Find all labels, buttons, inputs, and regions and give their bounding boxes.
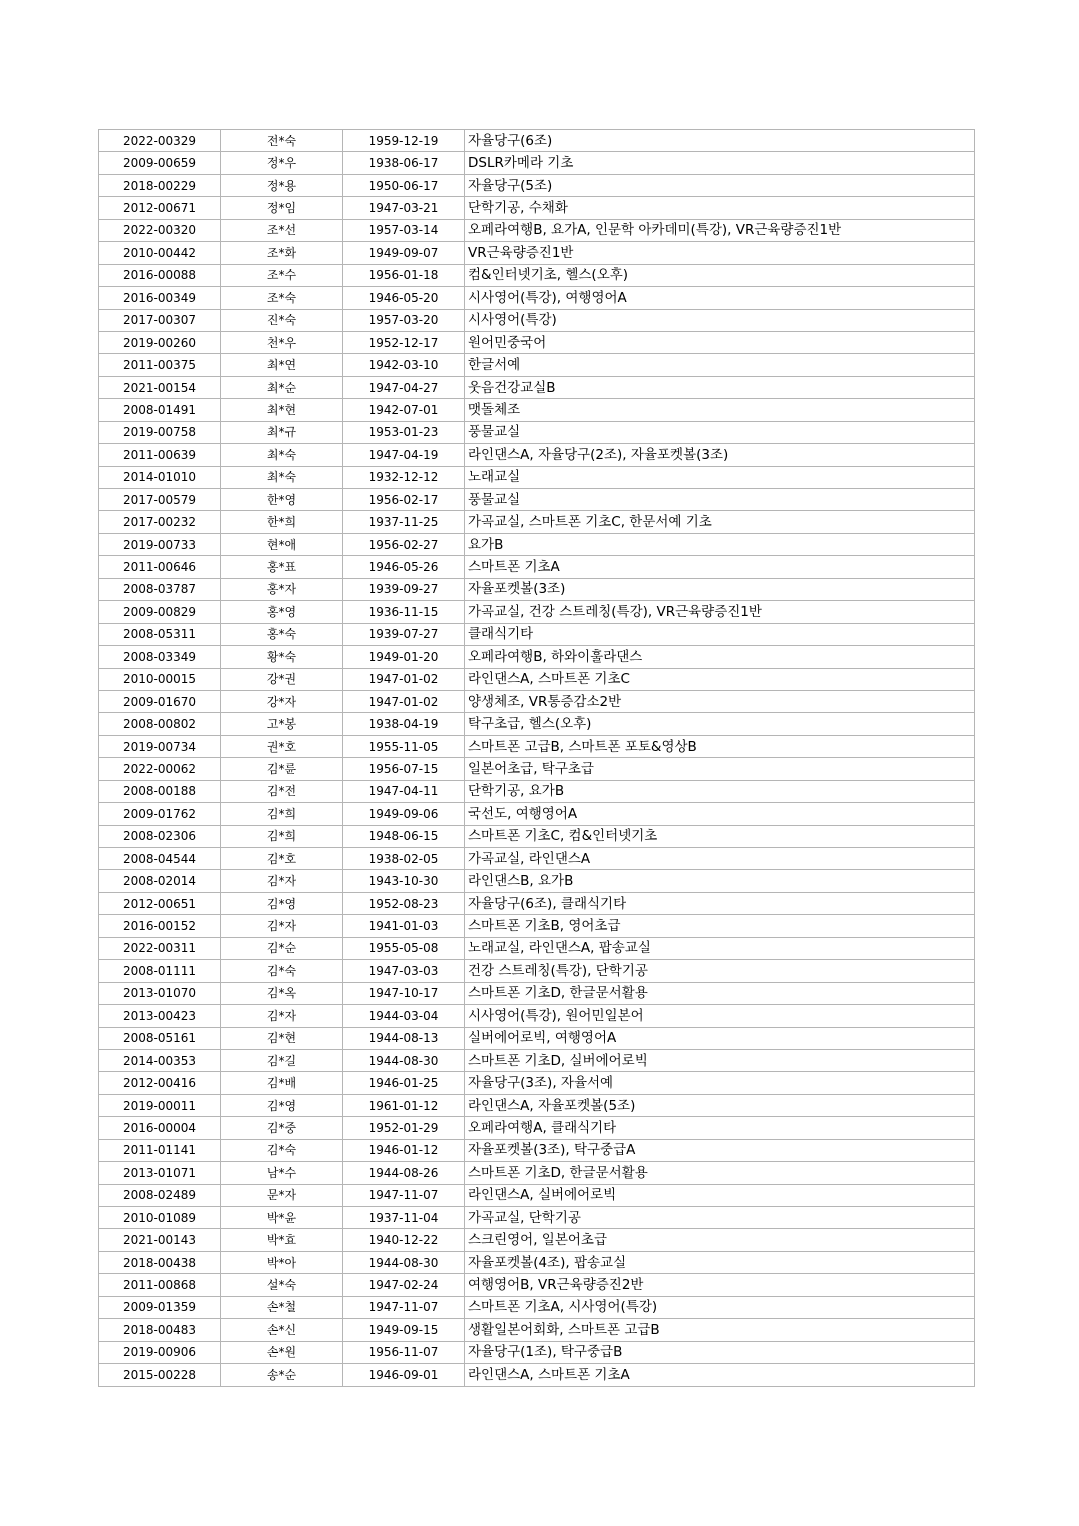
table-row <box>99 1251 975 1273</box>
table-row <box>99 1027 975 1049</box>
table-row <box>99 915 975 937</box>
member-name-cell: 조*선 <box>221 219 343 241</box>
member-id-cell: 2021-00143 <box>99 1229 221 1251</box>
member-name-cell: 권*호 <box>221 735 343 757</box>
member-id-cell: 2008-02489 <box>99 1184 221 1206</box>
member-name-cell: 최*숙 <box>221 466 343 488</box>
table-row <box>99 892 975 914</box>
member-id-cell: 2008-00802 <box>99 713 221 735</box>
birth-date-cell: 1946-09-01 <box>343 1364 465 1386</box>
table-row <box>99 825 975 847</box>
birth-date-cell: 1947-04-19 <box>343 444 465 466</box>
table-row <box>99 623 975 645</box>
birth-date-cell: 1944-08-30 <box>343 1049 465 1071</box>
table-row <box>99 1319 975 1341</box>
birth-date-cell: 1955-11-05 <box>343 735 465 757</box>
table-row <box>99 197 975 219</box>
member-name-cell: 김*숙 <box>221 960 343 982</box>
table-row <box>99 1049 975 1071</box>
birth-date-cell: 1939-09-27 <box>343 578 465 600</box>
member-id-cell: 2012-00416 <box>99 1072 221 1094</box>
birth-date-cell: 1956-02-17 <box>343 489 465 511</box>
member-id-cell: 2022-00311 <box>99 937 221 959</box>
courses-cell: 스마트폰 기초C, 컴&인터넷기초 <box>465 825 975 847</box>
table-row <box>99 960 975 982</box>
table-row <box>99 489 975 511</box>
member-name-cell: 한*영 <box>221 489 343 511</box>
courses-cell: 자율포켓볼(3조) <box>465 578 975 600</box>
courses-cell: 스마트폰 기초D, 실버에어로빅 <box>465 1049 975 1071</box>
member-id-cell: 2021-00154 <box>99 376 221 398</box>
courses-cell: 단학기공, 요가B <box>465 780 975 802</box>
member-name-cell: 홍*숙 <box>221 623 343 645</box>
courses-cell: 자율포켓볼(4조), 팝송교실 <box>465 1251 975 1273</box>
member-id-cell: 2011-00639 <box>99 444 221 466</box>
table-row <box>99 421 975 443</box>
birth-date-cell: 1944-08-13 <box>343 1027 465 1049</box>
courses-cell: 탁구초급, 헬스(오후) <box>465 713 975 735</box>
courses-cell: 라인댄스A, 자율포켓볼(5조) <box>465 1094 975 1116</box>
member-id-cell: 2008-01491 <box>99 399 221 421</box>
courses-cell: 양생체조, VR통증감소2반 <box>465 690 975 712</box>
member-name-cell: 김*희 <box>221 825 343 847</box>
birth-date-cell: 1947-04-27 <box>343 376 465 398</box>
birth-date-cell: 1955-05-08 <box>343 937 465 959</box>
member-name-cell: 최*규 <box>221 421 343 443</box>
member-id-cell: 2008-05311 <box>99 623 221 645</box>
birth-date-cell: 1956-01-18 <box>343 264 465 286</box>
member-name-cell: 박*효 <box>221 1229 343 1251</box>
member-id-cell: 2012-00651 <box>99 892 221 914</box>
courses-cell: 오페라여행B, 요가A, 인문학 아카데미(특강), VR근육량증진1반 <box>465 219 975 241</box>
courses-cell: 클래식기타 <box>465 623 975 645</box>
birth-date-cell: 1956-02-27 <box>343 533 465 555</box>
table-row <box>99 556 975 578</box>
member-id-cell: 2016-00004 <box>99 1117 221 1139</box>
birth-date-cell: 1947-11-07 <box>343 1296 465 1318</box>
table-row <box>99 690 975 712</box>
member-id-cell: 2008-03349 <box>99 646 221 668</box>
table-row <box>99 713 975 735</box>
courses-cell: 자율포켓볼(3조), 탁구중급A <box>465 1139 975 1161</box>
member-name-cell: 진*숙 <box>221 309 343 331</box>
courses-cell: 오페라여행A, 클래식기타 <box>465 1117 975 1139</box>
member-name-cell: 박*아 <box>221 1251 343 1273</box>
courses-cell: 국선도, 여행영어A <box>465 803 975 825</box>
member-name-cell: 현*애 <box>221 533 343 555</box>
member-id-cell: 2009-01762 <box>99 803 221 825</box>
member-name-cell: 정*임 <box>221 197 343 219</box>
table-row <box>99 444 975 466</box>
member-id-cell: 2009-01359 <box>99 1296 221 1318</box>
table-row <box>99 1005 975 1027</box>
member-id-cell: 2019-00734 <box>99 735 221 757</box>
member-id-cell: 2019-00733 <box>99 533 221 555</box>
member-name-cell: 손*신 <box>221 1319 343 1341</box>
table-row <box>99 174 975 196</box>
birth-date-cell: 1947-01-02 <box>343 690 465 712</box>
member-name-cell: 김*길 <box>221 1049 343 1071</box>
courses-cell: 일본어초급, 탁구초급 <box>465 758 975 780</box>
birth-date-cell: 1944-08-26 <box>343 1162 465 1184</box>
courses-cell: 가곡교실, 건강 스트레칭(특강), VR근육량증진1반 <box>465 601 975 623</box>
member-id-cell: 2022-00320 <box>99 219 221 241</box>
table-row <box>99 668 975 690</box>
birth-date-cell: 1947-01-02 <box>343 668 465 690</box>
member-name-cell: 황*숙 <box>221 646 343 668</box>
table-row <box>99 1117 975 1139</box>
member-name-cell: 홍*영 <box>221 601 343 623</box>
member-name-cell: 김*호 <box>221 848 343 870</box>
courses-cell: 생활일본어회화, 스마트폰 고급B <box>465 1319 975 1341</box>
courses-cell: 라인댄스A, 스마트폰 기초A <box>465 1364 975 1386</box>
courses-cell: 자율당구(5조) <box>465 174 975 196</box>
member-name-cell: 남*수 <box>221 1162 343 1184</box>
table-row <box>99 758 975 780</box>
member-id-cell: 2019-00906 <box>99 1341 221 1363</box>
member-name-cell: 전*숙 <box>221 130 343 152</box>
member-id-cell: 2013-00423 <box>99 1005 221 1027</box>
member-id-cell: 2017-00579 <box>99 489 221 511</box>
member-name-cell: 김*영 <box>221 892 343 914</box>
birth-date-cell: 1947-11-07 <box>343 1184 465 1206</box>
birth-date-cell: 1946-01-12 <box>343 1139 465 1161</box>
table-row <box>99 578 975 600</box>
member-name-cell: 문*자 <box>221 1184 343 1206</box>
birth-date-cell: 1940-12-22 <box>343 1229 465 1251</box>
birth-date-cell: 1947-03-21 <box>343 197 465 219</box>
courses-cell: 여행영어B, VR근육량증진2반 <box>465 1274 975 1296</box>
birth-date-cell: 1952-08-23 <box>343 892 465 914</box>
courses-cell: 가곡교실, 단학기공 <box>465 1207 975 1229</box>
member-name-cell: 최*현 <box>221 399 343 421</box>
table-row <box>99 376 975 398</box>
table-row <box>99 735 975 757</box>
courses-cell: 라인댄스B, 요가B <box>465 870 975 892</box>
courses-cell: 스마트폰 기초A <box>465 556 975 578</box>
courses-cell: 건강 스트레칭(특강), 단학기공 <box>465 960 975 982</box>
member-name-cell: 최*순 <box>221 376 343 398</box>
courses-cell: 단학기공, 수채화 <box>465 197 975 219</box>
member-name-cell: 김*희 <box>221 803 343 825</box>
table-row <box>99 1207 975 1229</box>
birth-date-cell: 1952-12-17 <box>343 331 465 353</box>
member-name-cell: 조*화 <box>221 242 343 264</box>
birth-date-cell: 1961-01-12 <box>343 1094 465 1116</box>
table-row <box>99 399 975 421</box>
birth-date-cell: 1938-04-19 <box>343 713 465 735</box>
member-name-cell: 설*숙 <box>221 1274 343 1296</box>
birth-date-cell: 1956-07-15 <box>343 758 465 780</box>
birth-date-cell: 1942-07-01 <box>343 399 465 421</box>
member-name-cell: 김*옥 <box>221 982 343 1004</box>
courses-cell: 자율당구(1조), 탁구중급B <box>465 1341 975 1363</box>
member-id-cell: 2019-00260 <box>99 331 221 353</box>
member-id-cell: 2016-00349 <box>99 287 221 309</box>
member-id-cell: 2022-00062 <box>99 758 221 780</box>
member-name-cell: 손*원 <box>221 1341 343 1363</box>
birth-date-cell: 1956-11-07 <box>343 1341 465 1363</box>
member-id-cell: 2008-05161 <box>99 1027 221 1049</box>
birth-date-cell: 1937-11-25 <box>343 511 465 533</box>
birth-date-cell: 1943-10-30 <box>343 870 465 892</box>
courses-cell: 풍물교실 <box>465 489 975 511</box>
member-name-cell: 김*자 <box>221 1005 343 1027</box>
birth-date-cell: 1938-02-05 <box>343 848 465 870</box>
courses-cell: 오페라여행B, 하와이훌라댄스 <box>465 646 975 668</box>
courses-cell: VR근육량증진1반 <box>465 242 975 264</box>
member-id-cell: 2018-00483 <box>99 1319 221 1341</box>
member-name-cell: 김*전 <box>221 780 343 802</box>
birth-date-cell: 1947-02-24 <box>343 1274 465 1296</box>
member-course-table <box>98 129 975 1387</box>
member-id-cell: 2010-00442 <box>99 242 221 264</box>
table-row <box>99 1364 975 1386</box>
birth-date-cell: 1948-06-15 <box>343 825 465 847</box>
birth-date-cell: 1949-01-20 <box>343 646 465 668</box>
birth-date-cell: 1947-03-03 <box>343 960 465 982</box>
member-name-cell: 김*영 <box>221 1094 343 1116</box>
courses-cell: 라인댄스A, 스마트폰 기초C <box>465 668 975 690</box>
member-id-cell: 2011-00868 <box>99 1274 221 1296</box>
courses-cell: 스마트폰 기초D, 한글문서활용 <box>465 982 975 1004</box>
courses-cell: 시사영어(특강), 원어민일본어 <box>465 1005 975 1027</box>
birth-date-cell: 1944-08-30 <box>343 1251 465 1273</box>
courses-cell: 시사영어(특강) <box>465 309 975 331</box>
table-row <box>99 601 975 623</box>
member-id-cell: 2010-01089 <box>99 1207 221 1229</box>
table-row <box>99 982 975 1004</box>
member-name-cell: 고*봉 <box>221 713 343 735</box>
member-name-cell: 김*배 <box>221 1072 343 1094</box>
member-id-cell: 2019-00011 <box>99 1094 221 1116</box>
member-id-cell: 2017-00307 <box>99 309 221 331</box>
member-id-cell: 2012-00671 <box>99 197 221 219</box>
table-row <box>99 533 975 555</box>
table-row <box>99 1229 975 1251</box>
member-id-cell: 2009-00659 <box>99 152 221 174</box>
table-body <box>99 130 975 1387</box>
table-row <box>99 803 975 825</box>
birth-date-cell: 1937-11-04 <box>343 1207 465 1229</box>
birth-date-cell: 1949-09-15 <box>343 1319 465 1341</box>
table-row <box>99 1139 975 1161</box>
table-row <box>99 309 975 331</box>
birth-date-cell: 1941-01-03 <box>343 915 465 937</box>
member-name-cell: 정*용 <box>221 174 343 196</box>
member-id-cell: 2011-00646 <box>99 556 221 578</box>
table-row <box>99 1094 975 1116</box>
table-row <box>99 264 975 286</box>
birth-date-cell: 1938-06-17 <box>343 152 465 174</box>
courses-cell: 풍물교실 <box>465 421 975 443</box>
member-name-cell: 강*권 <box>221 668 343 690</box>
member-name-cell: 김*륜 <box>221 758 343 780</box>
courses-cell: 자율당구(3조), 자율서예 <box>465 1072 975 1094</box>
table-row <box>99 152 975 174</box>
birth-date-cell: 1947-10-17 <box>343 982 465 1004</box>
courses-cell: 라인댄스A, 자율당구(2조), 자율포켓볼(3조) <box>465 444 975 466</box>
member-name-cell: 김*순 <box>221 937 343 959</box>
member-id-cell: 2014-01010 <box>99 466 221 488</box>
member-name-cell: 손*철 <box>221 1296 343 1318</box>
member-name-cell: 김*자 <box>221 870 343 892</box>
table-row <box>99 848 975 870</box>
member-name-cell: 조*숙 <box>221 287 343 309</box>
birth-date-cell: 1952-01-29 <box>343 1117 465 1139</box>
member-id-cell: 2022-00329 <box>99 130 221 152</box>
birth-date-cell: 1957-03-14 <box>343 219 465 241</box>
member-id-cell: 2008-01111 <box>99 960 221 982</box>
member-name-cell: 홍*자 <box>221 578 343 600</box>
member-id-cell: 2008-02306 <box>99 825 221 847</box>
member-name-cell: 홍*표 <box>221 556 343 578</box>
birth-date-cell: 1946-05-20 <box>343 287 465 309</box>
member-id-cell: 2014-00353 <box>99 1049 221 1071</box>
courses-cell: 스마트폰 기초D, 한글문서활용 <box>465 1162 975 1184</box>
courses-cell: 실버에어로빅, 여행영어A <box>465 1027 975 1049</box>
courses-cell: 자율당구(6조) <box>465 130 975 152</box>
birth-date-cell: 1944-03-04 <box>343 1005 465 1027</box>
table-row <box>99 937 975 959</box>
courses-cell: 스마트폰 고급B, 스마트폰 포토&영상B <box>465 735 975 757</box>
member-id-cell: 2008-04544 <box>99 848 221 870</box>
courses-cell: 라인댄스A, 실버에어로빅 <box>465 1184 975 1206</box>
member-id-cell: 2008-03787 <box>99 578 221 600</box>
member-id-cell: 2011-00375 <box>99 354 221 376</box>
birth-date-cell: 1942-03-10 <box>343 354 465 376</box>
courses-cell: 요가B <box>465 533 975 555</box>
member-name-cell: 김*자 <box>221 915 343 937</box>
birth-date-cell: 1939-07-27 <box>343 623 465 645</box>
member-name-cell: 김*현 <box>221 1027 343 1049</box>
member-id-cell: 2019-00758 <box>99 421 221 443</box>
birth-date-cell: 1949-09-07 <box>343 242 465 264</box>
courses-cell: 맷돌체조 <box>465 399 975 421</box>
member-id-cell: 2017-00232 <box>99 511 221 533</box>
courses-cell: 가곡교실, 라인댄스A <box>465 848 975 870</box>
member-id-cell: 2008-00188 <box>99 780 221 802</box>
member-id-cell: 2009-01670 <box>99 690 221 712</box>
member-name-cell: 조*수 <box>221 264 343 286</box>
member-id-cell: 2011-01141 <box>99 1139 221 1161</box>
member-id-cell: 2010-00015 <box>99 668 221 690</box>
birth-date-cell: 1959-12-19 <box>343 130 465 152</box>
member-id-cell: 2009-00829 <box>99 601 221 623</box>
courses-cell: 스마트폰 기초A, 시사영어(특강) <box>465 1296 975 1318</box>
table-row <box>99 1296 975 1318</box>
birth-date-cell: 1947-04-11 <box>343 780 465 802</box>
courses-cell: 스크린영어, 일본어초급 <box>465 1229 975 1251</box>
table-row <box>99 1162 975 1184</box>
member-id-cell: 2013-01070 <box>99 982 221 1004</box>
member-name-cell: 천*우 <box>221 331 343 353</box>
courses-cell: 컴&인터넷기초, 헬스(오후) <box>465 264 975 286</box>
table-row <box>99 287 975 309</box>
table-row <box>99 219 975 241</box>
table-row <box>99 1341 975 1363</box>
courses-cell: 웃음건강교실B <box>465 376 975 398</box>
birth-date-cell: 1957-03-20 <box>343 309 465 331</box>
table-row <box>99 1274 975 1296</box>
courses-cell: DSLR카메라 기초 <box>465 152 975 174</box>
table-row <box>99 130 975 152</box>
member-name-cell: 송*순 <box>221 1364 343 1386</box>
table-row <box>99 780 975 802</box>
courses-cell: 가곡교실, 스마트폰 기초C, 한문서예 기초 <box>465 511 975 533</box>
courses-cell: 원어민중국어 <box>465 331 975 353</box>
member-id-cell: 2016-00152 <box>99 915 221 937</box>
birth-date-cell: 1936-11-15 <box>343 601 465 623</box>
table-row <box>99 331 975 353</box>
courses-cell: 시사영어(특강), 여행영어A <box>465 287 975 309</box>
member-name-cell: 박*윤 <box>221 1207 343 1229</box>
member-id-cell: 2018-00229 <box>99 174 221 196</box>
courses-cell: 스마트폰 기초B, 영어초급 <box>465 915 975 937</box>
member-name-cell: 한*희 <box>221 511 343 533</box>
member-id-cell: 2016-00088 <box>99 264 221 286</box>
table-row <box>99 354 975 376</box>
member-name-cell: 최*연 <box>221 354 343 376</box>
table-row <box>99 870 975 892</box>
table-row <box>99 466 975 488</box>
table-row <box>99 646 975 668</box>
member-id-cell: 2018-00438 <box>99 1251 221 1273</box>
courses-cell: 노래교실, 라인댄스A, 팝송교실 <box>465 937 975 959</box>
table-row <box>99 1184 975 1206</box>
member-id-cell: 2015-00228 <box>99 1364 221 1386</box>
member-name-cell: 강*자 <box>221 690 343 712</box>
member-name-cell: 김*중 <box>221 1117 343 1139</box>
member-id-cell: 2013-01071 <box>99 1162 221 1184</box>
table-row <box>99 1072 975 1094</box>
birth-date-cell: 1949-09-06 <box>343 803 465 825</box>
courses-cell: 자율당구(6조), 클래식기타 <box>465 892 975 914</box>
member-id-cell: 2008-02014 <box>99 870 221 892</box>
table-row <box>99 242 975 264</box>
member-name-cell: 정*우 <box>221 152 343 174</box>
courses-cell: 한글서예 <box>465 354 975 376</box>
birth-date-cell: 1953-01-23 <box>343 421 465 443</box>
birth-date-cell: 1950-06-17 <box>343 174 465 196</box>
birth-date-cell: 1932-12-12 <box>343 466 465 488</box>
table-row <box>99 511 975 533</box>
birth-date-cell: 1946-05-26 <box>343 556 465 578</box>
member-name-cell: 김*숙 <box>221 1139 343 1161</box>
birth-date-cell: 1946-01-25 <box>343 1072 465 1094</box>
courses-cell: 노래교실 <box>465 466 975 488</box>
member-name-cell: 최*숙 <box>221 444 343 466</box>
